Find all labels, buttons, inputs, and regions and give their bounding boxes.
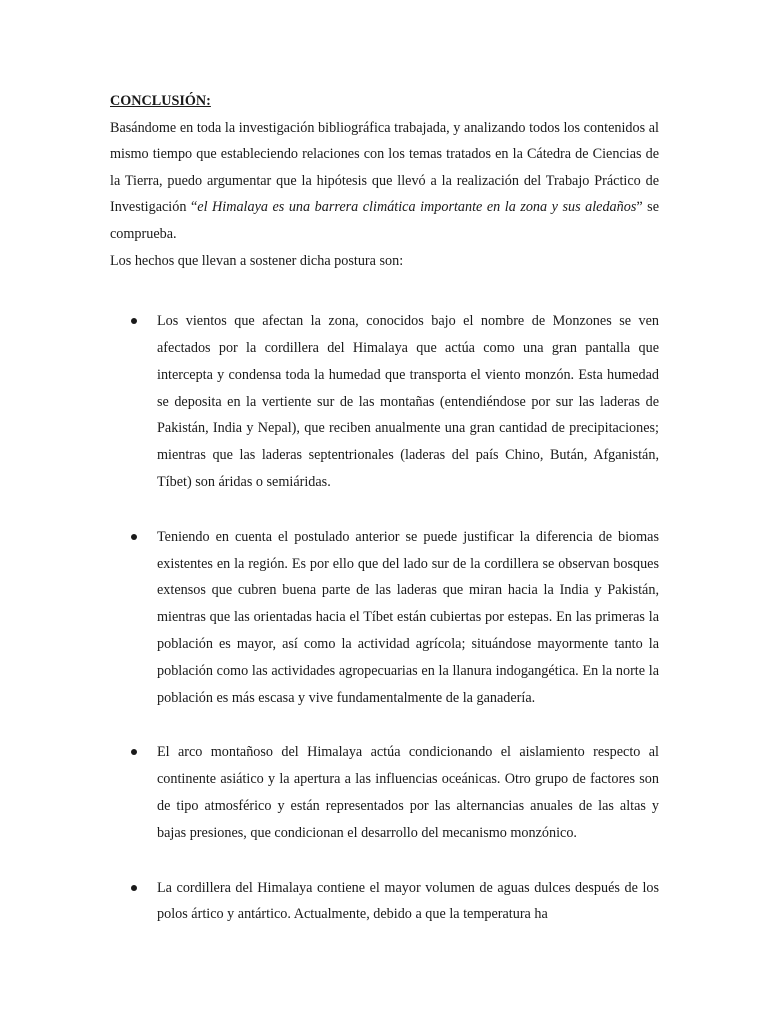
bullet-item-fresh-water xyxy=(110,875,659,929)
bullet-item-biomes xyxy=(110,524,659,712)
intro-text-part1: Basándome en toda la investigación bibliográfica trabajada, y analizando todos los contenidos al mismo tiempo que estableciendo relaciones con los temas tratados en la Cátedra de Ciencias de la Tierra, puedo argumentar que la hipótesis que llevó a la realización del Trabajo Práctico de Investigación xyxy=(110,119,659,216)
hypothesis-text: el Himalaya es una barrera climática importante en la zona y sus aledaños xyxy=(197,199,637,216)
bullet-text: Teniendo en cuenta el postulado anterior se puede justificar la diferencia de biomas existentes en la región. Es por ello que del lado sur de la cordillera se observan bosques extensos que cubren buena parte de las laderas que miran hacia la India y Pakistán, mientras que las orientadas hacia el Tíbet están cubiertas por estepas. En las primeras la población es mayor, así como la actividad agrícola; situándose mayormente tanto la población como las actividades agropecuarias en la llanura indogangética. En la norte la población es más escasa y vive fundamentalmente de la ganadería. xyxy=(157,528,659,706)
close-quote: ” xyxy=(636,199,643,216)
document-body xyxy=(110,88,659,928)
open-quote: “ xyxy=(190,199,198,216)
intro-text-part2: se comprueba. xyxy=(110,199,659,242)
bullet-text: La cordillera del Himalaya contiene el mayor volumen de aguas dulces después de los polos ártico y antártico. Actualmente, debido a que la temperatura ha xyxy=(157,879,659,923)
conclusion-heading: CONCLUSIÓN: xyxy=(110,93,211,109)
bullet-dot-icon xyxy=(131,749,137,755)
intro-paragraph xyxy=(110,115,659,248)
conclusion-bullet-list xyxy=(110,308,659,928)
bullet-dot-icon xyxy=(131,318,137,324)
lead-in-text: Los hechos que llevan a sostener dicha postura son: xyxy=(110,252,404,269)
bullet-text: El arco montañoso del Himalaya actúa condicionando el aislamiento respecto al continente asiático y la apertura a las influencias oceánicas. Otro grupo de factores son de tipo atmosférico y están representados por las alternancias anuales de las altas y bajas presiones, que condicionan el desarrollo del mecanismo monzónico. xyxy=(157,744,659,841)
bullet-dot-icon xyxy=(131,885,137,891)
bullet-item-mountain-arc xyxy=(110,739,659,846)
bullet-dot-icon xyxy=(131,534,137,540)
bullet-item-monsoons xyxy=(110,308,659,496)
bullet-text: Los vientos que afectan la zona, conocidos bajo el nombre de Monzones se ven afectados por la cordillera del Himalaya que actúa como una gran pantalla que intercepta y condensa toda la humedad que transporta el viento monzón. Esta humedad se deposita en la vertiente sur de las montañas (entendiéndose por sur las laderas de Pakistán, India y Nepal), que reciben anualmente una gran cantidad de precipitaciones; mientras que las laderas septentrionales (laderas del país Chino, Bután, Afganistán, Tíbet) son áridas o semiáridas. xyxy=(157,313,659,490)
